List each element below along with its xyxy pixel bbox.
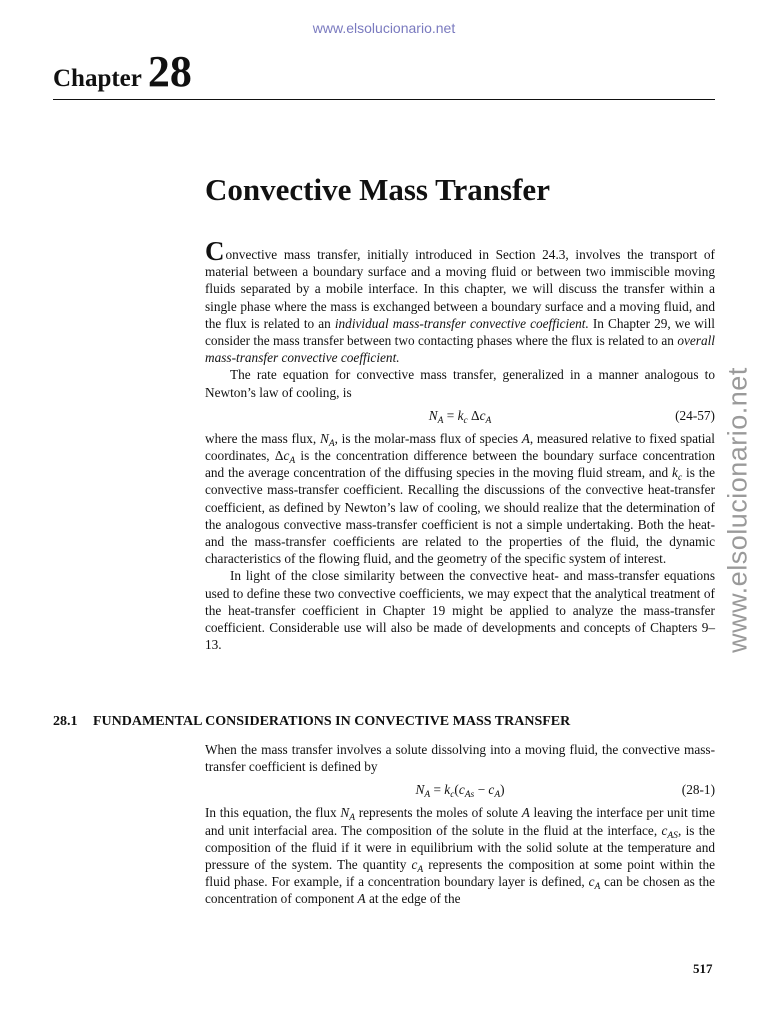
equation-24-57 — [205, 404, 715, 427]
section-text — [205, 741, 715, 908]
page-number: 517 — [693, 961, 713, 976]
section-heading — [53, 714, 570, 730]
equation-number: (28-1) — [681, 782, 715, 798]
text-run: can be chosen as the concentration of component — [205, 874, 715, 907]
equation-number: (24-57) — [675, 407, 715, 423]
text-run: In this equation, the flux — [205, 805, 341, 821]
text-run: onvective mass transfer, initially introduced in Section 24.3, involves the transport of material between a boundary surface and a moving fluid or between two immiscible moving fluids separated by a mobile interface. In this chapter, we will discuss the transfer within a single phase where the mass is exchanged between a boundary surface and a moving fluid, and the flux is related to an — [205, 247, 715, 331]
chapter-heading — [53, 46, 192, 97]
text-run: , measured relative to fixed spatial coordinates, — [205, 430, 715, 464]
chapter-divider — [53, 99, 715, 100]
text-run: , is the composition of the fluid if it were in equilibrium with the solid solute at the temperature and pressure of the system. The quantity — [205, 822, 715, 873]
text-run: In Chapter 29, we will consider the mass transfer between two contacting phases where the flux is related to an — [205, 315, 715, 349]
watermark-url-side: www.elsolucionario.net — [722, 367, 753, 653]
text-run: at the edge of the — [365, 891, 461, 907]
text-run: represents the moles of solute — [355, 805, 522, 821]
paragraph-intro — [205, 236, 715, 366]
drop-cap: C — [205, 236, 225, 266]
chapter-number: 28 — [147, 47, 192, 96]
paragraph-rate-equation: The rate equation for convective mass transfer, generalized in a manner analogous to Newton’s law of cooling, is — [205, 367, 715, 400]
text-run: is the convective mass-transfer coefficient. Recalling the discussions of the convective heat-transfer coefficient, as defined by Newton’s law of cooling, we should realize that the determination of the analogous convective mass-transfer coefficient is not a simple undertaking. Both the heat- and the mass-transfer coefficients are related to the properties of the fluid, the dynamic characteristics of the flowing fluid, and the geometry of the specific system of interest. — [205, 465, 715, 567]
equation-formula: $N_A = k_c(c_{As} - c_A)$ — [415, 782, 505, 801]
text-run: is the concentration difference between the boundary surface concentration and the average concentration of the diffusing species in the moving fluid stream, and — [205, 448, 715, 481]
paragraph-analogy: In light of the close similarity between the convective heat- and mass-transfer equations used to define these two convective coefficients, we may expect that the analytical treatment of the heat-transfer coefficient in Chapter 19 might be applied to analyze the mass-transfer coefficient. Considerable use will also be made of developments and concepts of Chapters 9–13. — [205, 568, 715, 653]
paragraph-definition: When the mass transfer involves a solute dissolving into a moving fluid, the convective mass-transfer coefficient is defined by — [205, 742, 715, 775]
section-number: 28.1 — [53, 714, 78, 729]
section-title: FUNDAMENTAL CONSIDERATIONS IN CONVECTIVE MASS TRANSFER — [93, 714, 571, 729]
emphasis-term: individual mass-transfer convective coefficient. — [334, 315, 589, 331]
paragraph-flux-explanation: In this equation, the flux $N_A$ represents the moles of solute A leaving the interface per unit time and unit interfacial area. The composition of the solute in the fluid at the interface, $c_{AS}$, is the composition of the fluid if it were in equilibrium with the solid solute at the temperature and pressure of the system. The quantity $c_A$ represents the composition at some point within the fluid phase. For example, if a concentration boundary layer is defined, $c_A$ can be chosen as the concentration of component A at the edge of the — [205, 805, 716, 907]
watermark-url-top: www.elsolucionario.net — [312, 20, 456, 36]
text-run: where the mass flux, — [205, 430, 320, 446]
chapter-label: Chapter — [53, 65, 142, 92]
text-run: , is the molar-mass flux of species — [334, 430, 522, 446]
intro-text — [205, 236, 715, 653]
text-run: leaving the interface per unit time and unit interfacial area. The composition of the solute in the fluid at the interface, — [205, 805, 716, 838]
text-run: represents the composition at some point within the fluid phase. For example, if a concentration boundary layer is defined, — [205, 857, 715, 890]
equation-28-1 — [205, 778, 715, 801]
chapter-title: Convective Mass Transfer — [205, 172, 550, 207]
equation-formula: $N_A = k_c$ $\Delta c_A$ — [428, 407, 492, 426]
paragraph-mass-flux: where the mass flux, $N_A$, is the molar-mass flux of species A, measured relative to fixed spatial coordinates, $\Delta c_A$ is the concentration difference between the boundary surface concentration and the average concentration of the diffusing species in the moving fluid stream, and $k_c$ is the convective mass-transfer coefficient. Recalling the discussions of the convective heat-transfer coefficient, as defined by Newton’s law of cooling, we should realize that the determination of the analogous convective mass-transfer coefficient is not a simple undertaking. Both the heat- and the mass-transfer coefficients are related to the properties of the fluid, the dynamic characteristics of the flowing fluid, and the geometry of the specific system of interest. — [205, 430, 715, 567]
emphasis-term: overall mass-transfer convective coefficient. — [205, 333, 715, 366]
